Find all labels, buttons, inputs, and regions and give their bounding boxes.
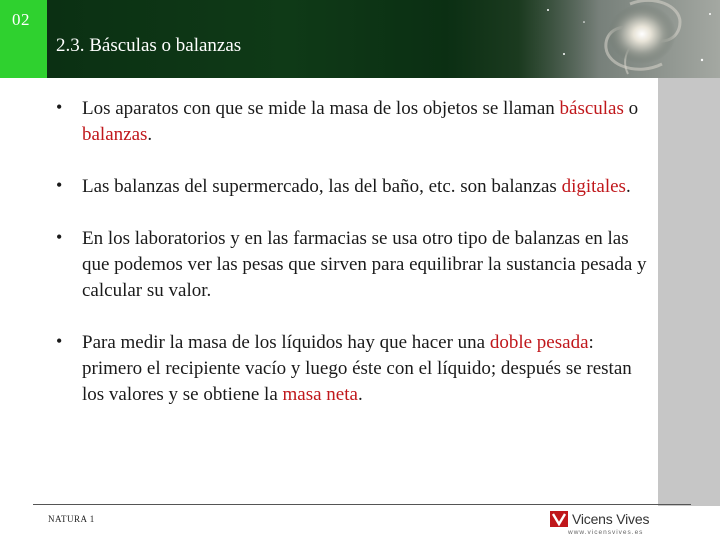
bullet-dot-icon: • xyxy=(56,175,63,195)
bullet-item xyxy=(52,330,652,408)
bullet-dot-icon: • xyxy=(56,97,63,117)
spiral-galaxy-image xyxy=(534,0,720,78)
vicens-vives-v-icon xyxy=(550,511,568,527)
publisher-logo[interactable] xyxy=(550,510,658,540)
slide-title: 2.3. Básculas o balanzas xyxy=(56,35,242,56)
footer-divider xyxy=(33,504,691,505)
bullet-item xyxy=(52,96,652,148)
bullet-text: En los laboratorios y en las farmacias se usa otro tipo de balanzas en las que podemos ver las pesas que sirven para equilibrar la sustancia pesada y calcular su valor. xyxy=(82,228,647,301)
bullet-dot-icon: • xyxy=(56,227,63,247)
section-tab xyxy=(0,0,47,78)
bullet-text: Para medir la masa de los líquidos hay que hacer una doble pesada: primero el recipiente vacío y luego éste con el líquido; después se restan los valores y se obtiene la masa neta. xyxy=(82,332,632,405)
bullet-text: Los aparatos con que se mide la masa de los objetos se llaman básculas o balanzas. xyxy=(82,98,639,145)
bullet-item xyxy=(52,226,652,304)
bullet-list xyxy=(52,96,652,434)
bullet-item xyxy=(52,174,652,200)
side-band xyxy=(658,78,720,506)
logo-url: www.vicensvives.es xyxy=(568,529,644,536)
section-number: 02 xyxy=(12,10,30,29)
footer-label: NATURA 1 xyxy=(48,514,95,524)
bullet-text: Las balanzas del supermercado, las del baño, etc. son balanzas digitales. xyxy=(82,176,631,197)
logo-name: Vicens Vives xyxy=(572,511,650,527)
slide-header xyxy=(0,0,720,78)
bullet-dot-icon: • xyxy=(56,331,63,351)
galaxy-image xyxy=(534,0,720,78)
